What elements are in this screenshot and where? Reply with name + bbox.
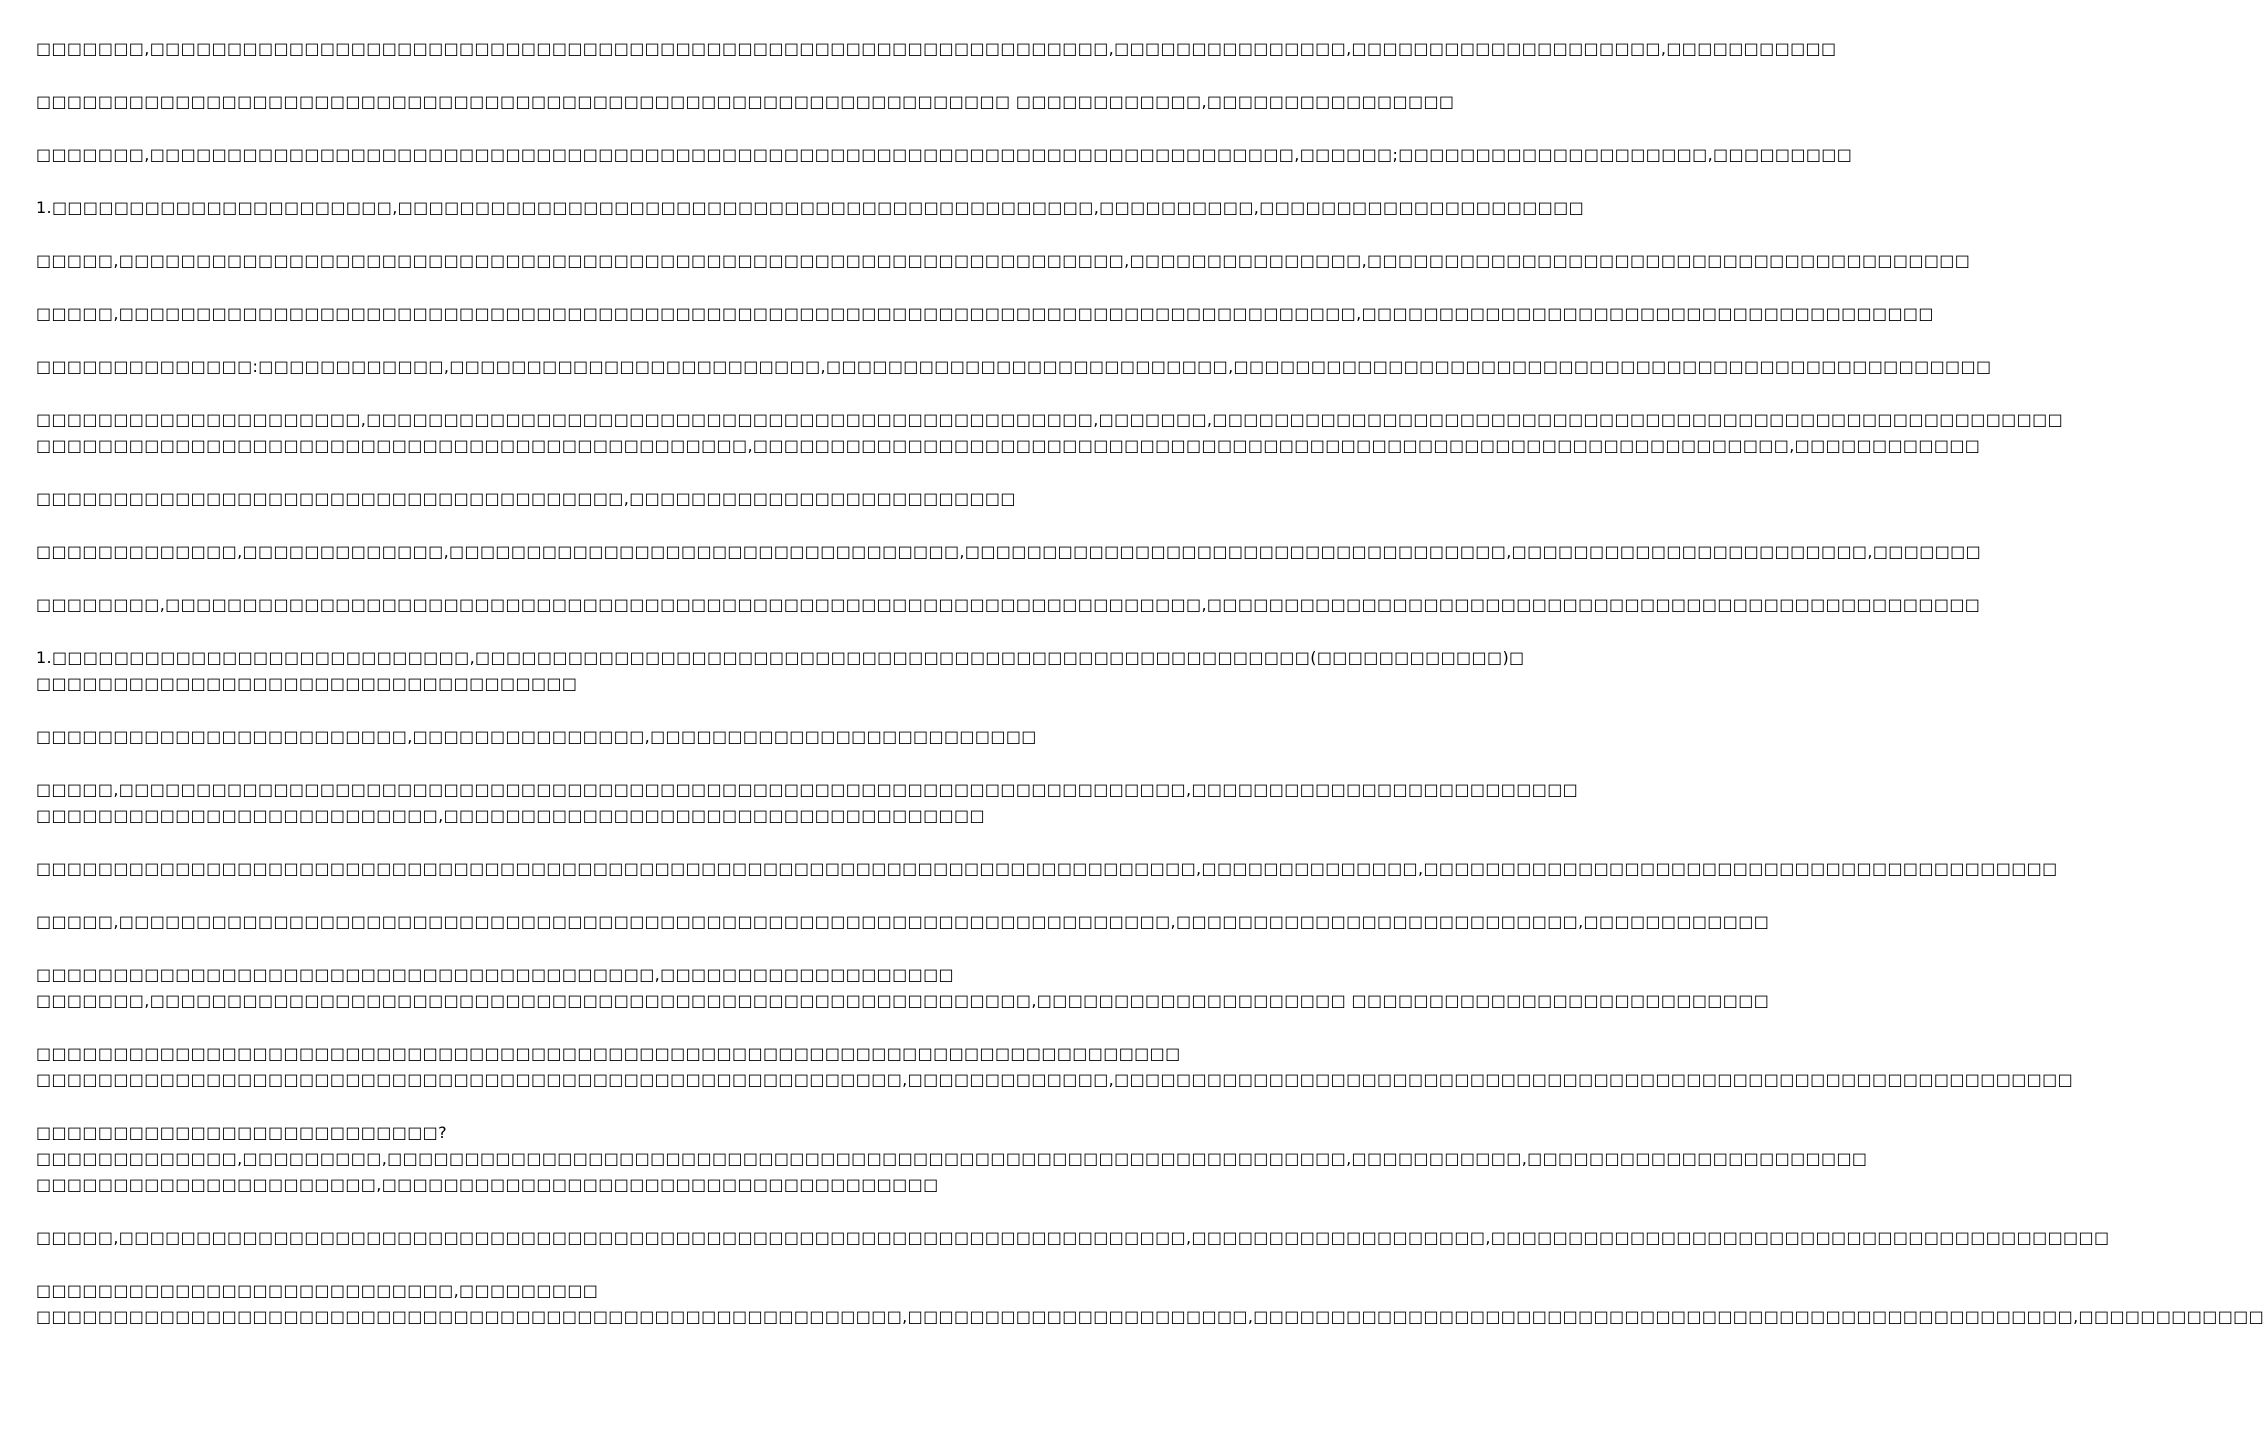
text-line: □□□□□□□□,□□□□□□□□□□□□□□□□□□□□□□□□□□□□□□□□□□□□□□□□□□□□□□□□□□□□□□□□□□□□□□□□□□□,□□□□□□□□□□□□□□□□□□□□□□□□□□□□□□□□□□□□□□□□□□□□□□□□□□ (36, 595, 1981, 614)
paragraph (36, 248, 1971, 274)
text-line: □□□□□,□□□□□□□□□□□□□□□□□□□□□□□□□□□□□□□□□□□□□□□□□□□□□□□□□□□□□□□□□□□□□□□□□□□□□,□□□□□□□□□□□□□□□□□□□□□□□□□ (36, 780, 1579, 799)
text-line: □□□□□□□□□□□□□□□□□□□□□□□□□□□□□□□□□□□□□□□□□□□□□□□□□□□□□□□□□□□□□□□□□□□□□□□□□□ (36, 1044, 1181, 1063)
text-line: □□□□□□□,□□□□□□□□□□□□□□□□□□□□□□□□□□□□□□□□□□□□□□□□□□□□□□□□□□□□□□□□□□□□□□□□□□□□□□□□□□,□□□□□□;□□□□□□□□□□□□□□□□□□□□,□□□□□□□□□ (36, 145, 1853, 164)
document-body (36, 36, 2264, 1357)
paragraph (36, 142, 1853, 168)
text-line: □□□□□□□□□□□□□□□□□□□□□□□□□□□□□□□□□□□□□□□□□□□□□□□□□□□□□□□□□□□□□□□□□□□□□□□□□□□,□□□□□□□□□□□□□□,□□□□□□□□□□□□□□□□□□□□□□□□□□□□□□□□□□□□□□□□□ (36, 859, 2058, 878)
text-line: □□□□□,□□□□□□□□□□□□□□□□□□□□□□□□□□□□□□□□□□□□□□□□□□□□□□□□□□□□□□□□□□□□□□□□□□□□□□□□□□□□□□□□,□□□□□□□□□□□□□□□□□□□□□□□□□□□□□□□□□□□□□ (36, 304, 1934, 323)
text-line: 1.□□□□□□□□□□□□□□□□□□□□□□□□□□□,□□□□□□□□□□□□□□□□□□□□□□□□□□□□□□□□□□□□□□□□□□□□□□□□□□□□□□(□□□□□□□□□□□□)□ (36, 648, 1525, 667)
text-line: □□□□□,□□□□□□□□□□□□□□□□□□□□□□□□□□□□□□□□□□□□□□□□□□□□□□□□□□□□□□□□□□□□□□□□□,□□□□□□□□□□□□□□□,□□□□□□□□□□□□□□□□□□□□□□□□□□□□□□□□□□□□□□□ (36, 251, 1971, 270)
paragraph (36, 645, 1525, 697)
paragraph (36, 354, 1992, 380)
text-line: □□□□□□□,□□□□□□□□□□□□□□□□□□□□□□□□□□□□□□□□□□□□□□□□□□□□□□□□□□□□□□□□□□□□□□,□□□□□□□□□□□□□□□,□□□□□□□□□□□□□□□□□□□□,□□□□□□□□□□□ (36, 39, 1837, 58)
text-line: □□□□□□□□□□□□□□□□□□□□□□,□□□□□□□□□□□□□□□□□□□□□□□□□□□□□□□□□□□□ (36, 1175, 939, 1194)
paragraph (36, 486, 1016, 512)
text-line: □□□□□□□□□□□□□□□□□□□□□□□□,□□□□□□□□□□□□□□□,□□□□□□□□□□□□□□□□□□□□□□□□□ (36, 727, 1037, 746)
text-line: □□□□□□□□□□□□□□□□□□□□□□□□□□□,□□□□□□□□□ (36, 1281, 599, 1300)
paragraph (36, 592, 1981, 618)
text-line: □□□□□□□□□□□□□□□□□□□□□□□□□□□□□□□□□□□□□□□□□□□□□□,□□□□□□□□□□□□□□□□□□□□□□□□□□□□□□□□□□□□□□□□□□□□□□□□□□□□□□□□□□□□□□□□□□□,□□□□□□□□□□□□ (36, 436, 1981, 455)
paragraph (36, 1225, 2110, 1251)
text-line: □□□□□□□□□□□□□□□□□□□□□,□□□□□□□□□□□□□□□□□□□□□□□□□□□□□□□□□□□□□□□□□□□□□□□,□□□□□□□,□□□□□□□□□□□□□□□□□□□□□□□□□□□□□□□□□□□□□□□□□□□□□□□□□□□□□□□ (36, 410, 2064, 429)
text-line: □□□□□□□,□□□□□□□□□□□□□□□□□□□□□□□□□□□□□□□□□□□□□□□□□□□□□□□□□□□□□□□□□,□□□□□□□□□□□□□□□□□□□□ □□□□□□□□□□□□□□□□□□□□□□□□□□□ (36, 991, 1770, 1010)
text-line: □□□□□□□□□□□□□□□□□□□□□□□□□□,□□□□□□□□□□□□□□□□□□□□□□□□□□□□□□□□□□□ (36, 806, 985, 825)
paragraph (36, 962, 1770, 1014)
text-line: □□□□□,□□□□□□□□□□□□□□□□□□□□□□□□□□□□□□□□□□□□□□□□□□□□□□□□□□□□□□□□□□□□□□□□□□□□□,□□□□□□□□□□□□□□□□□□□,□□□□□□□□□□□□□□□□□□□□□□□□□□□□□□□□□□□□□□□□ (36, 1228, 2110, 1247)
text-line: □□□□□□□□□□□□□□□□□□□□□□□□□□□□□□□□□□□□□□,□□□□□□□□□□□□□□□□□□□□□□□□□ (36, 489, 1016, 508)
text-line: □□□□□□□□□□□□□□□□□□□□□□□□□□? (36, 1123, 447, 1142)
paragraph (36, 777, 1579, 829)
paragraph (36, 301, 1934, 327)
paragraph (36, 1120, 1868, 1198)
paragraph (36, 539, 1982, 565)
paragraph (36, 1041, 2074, 1093)
paragraph (36, 724, 1037, 750)
paragraph (36, 856, 2058, 882)
text-line: □□□□□□□□□□□□□□□□□□□□□□□□□□□□□□□□□□□□□□□□□□□□□□□□□□□□□□□□,□□□□□□□□□□□□□□□□□□□□□□,□□□□□□□□□□□□□□□□□□□□□□□□□□□□□□□□□□□□□□□□□□□□□□□□□□□□□,□□□□□□□□□□□□ (36, 1307, 2264, 1326)
text-line: □□□□□□□□□□□□□□□□□□□□□□□□□□□□□□□□□□□□□□□□□□□□□□□□□□□□□□□□□□□□□□□ □□□□□□□□□□□□,□□□□□□□□□□□□□□□□ (36, 92, 1455, 111)
text-line: □□□□□□□□□□□□□□□□□□□□□□□□□□□□□□□□□□□□□□□□,□□□□□□□□□□□□□□□□□□□ (36, 965, 954, 984)
text-line: □□□□□□□□□□□□□□□□□□□□□□□□□□□□□□□□□□□□□□□□□□□□□□□□□□□□□□□□,□□□□□□□□□□□□□,□□□□□□□□□□□□□□□□□□□□□□□□□□□□□□□□□□□□□□□□□□□□□□□□□□□□□□□□□□□□□□ (36, 1070, 2074, 1089)
text-line: 1.□□□□□□□□□□□□□□□□□□□□□□,□□□□□□□□□□□□□□□□□□□□□□□□□□□□□□□□□□□□□□□□□□□□□,□□□□□□□□□□,□□□□□□□□□□□□□□□□□□□□□ (36, 198, 1585, 217)
text-line: □□□□□□□□□□□□□,□□□□□□□□□□□□□,□□□□□□□□□□□□□□□□□□□□□□□□□□□□□□□□□,□□□□□□□□□□□□□□□□□□□□□□□□□□□□□□□□□□□,□□□□□□□□□□□□□□□□□□□□□□□,□□□□□□□ (36, 542, 1982, 561)
paragraph (36, 89, 1455, 115)
paragraph (36, 36, 1837, 62)
paragraph (36, 195, 1585, 221)
paragraph (36, 407, 2064, 459)
paragraph (36, 909, 1770, 935)
text-line: □□□□□□□□□□□□□□□□□□□□□□□□□□□□□□□□□□□ (36, 674, 578, 693)
text-line: □□□□□□□□□□□□□,□□□□□□□□□,□□□□□□□□□□□□□□□□□□□□□□□□□□□□□□□□□□□□□□□□□□□□□□□□□□□□□□□□□□□□□□,□□□□□□□□□□□,□□□□□□□□□□□□□□□□□□□□□□ (36, 1149, 1868, 1168)
paragraph (36, 1278, 2264, 1330)
text-line: □□□□□,□□□□□□□□□□□□□□□□□□□□□□□□□□□□□□□□□□□□□□□□□□□□□□□□□□□□□□□□□□□□□□□□□□□□,□□□□□□□□□□□□□□□□□□□□□□□□□□,□□□□□□□□□□□□ (36, 912, 1770, 931)
text-line: □□□□□□□□□□□□□□:□□□□□□□□□□□□,□□□□□□□□□□□□□□□□□□□□□□□□,□□□□□□□□□□□□□□□□□□□□□□□□□□,□□□□□□□□□□□□□□□□□□□□□□□□□□□□□□□□□□□□□□□□□□□□□□□□□ (36, 357, 1992, 376)
